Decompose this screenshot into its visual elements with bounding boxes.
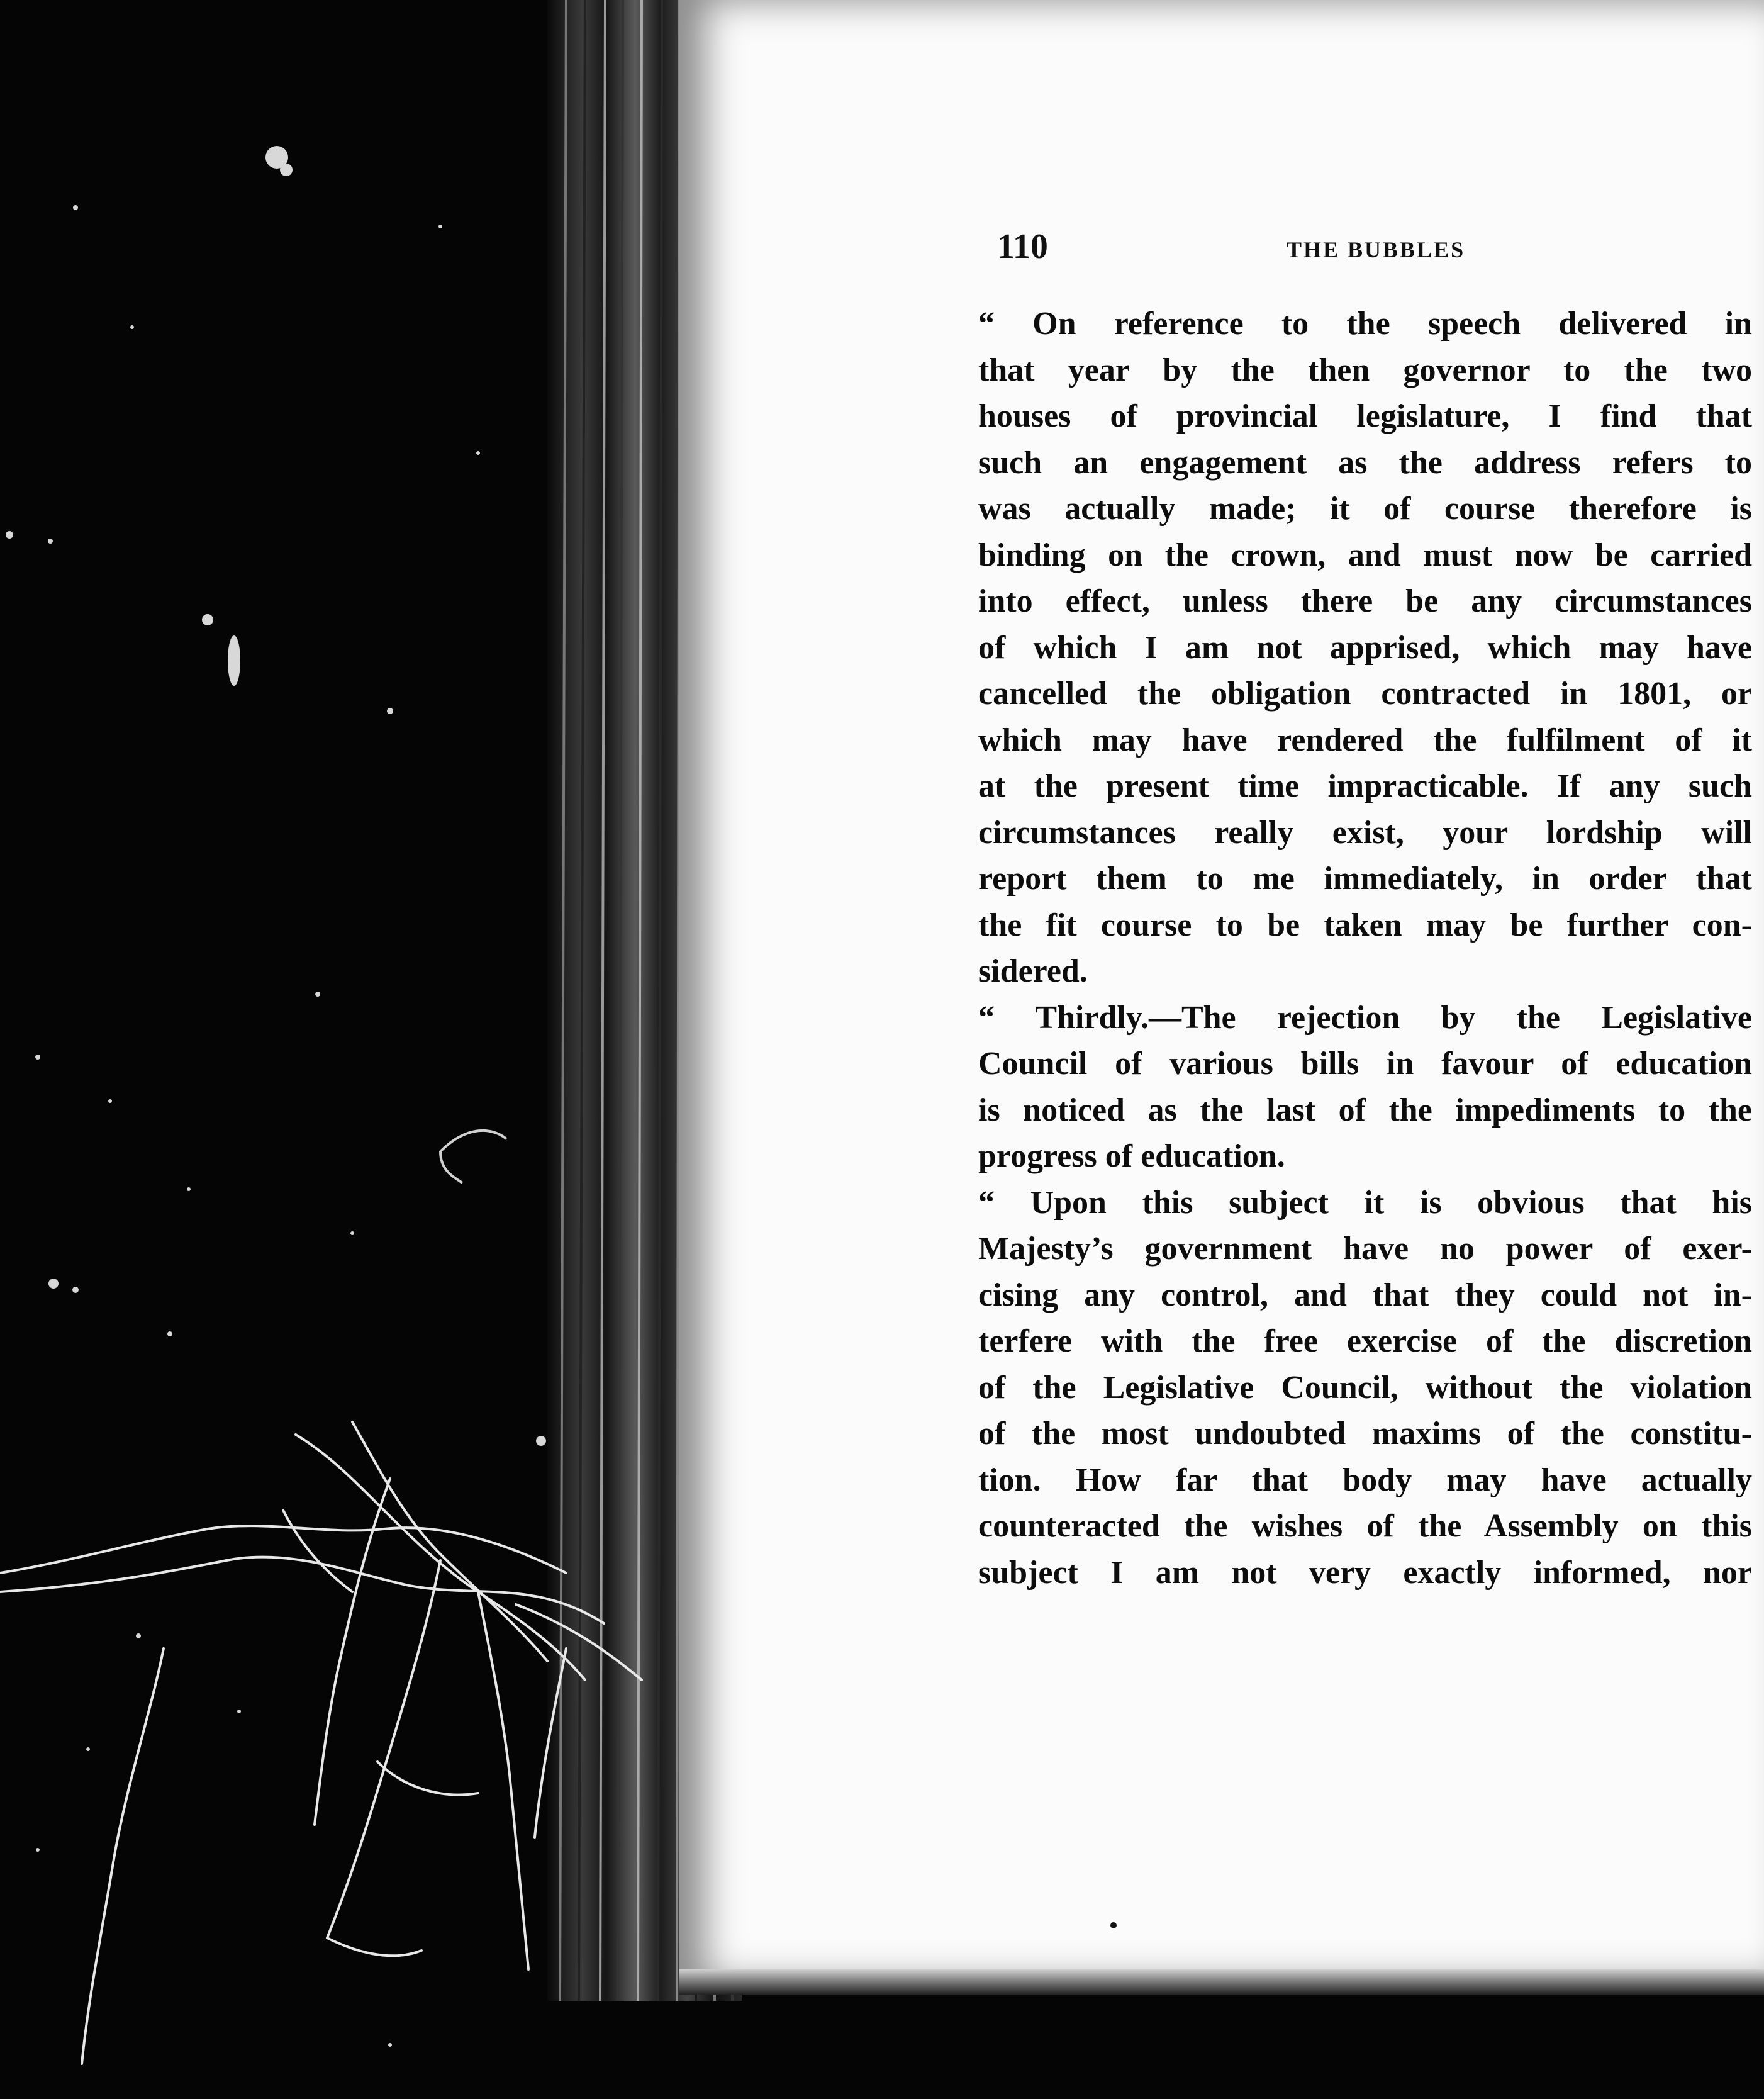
text-line: into effect, unless there be any circumstances (978, 583, 1752, 619)
text-line: “ Thirdly.—The rejection by the Legislative (978, 999, 1752, 1036)
text-line: the fit course to be taken may be further con- (978, 907, 1752, 943)
fiber-strands (0, 1384, 692, 2076)
text-line: Council of various bills in favour of education (978, 1046, 1752, 1082)
text-line: tion. How far that body may have actually (978, 1462, 1752, 1498)
text-line: was actually made; it of course therefore is (978, 491, 1752, 527)
text-line: terfere with the free exercise of the discretion (978, 1323, 1752, 1359)
text-line: is noticed as the last of the impediments to the (978, 1092, 1752, 1128)
text-line: which may have rendered the fulfilment of it (978, 722, 1752, 758)
body-text (978, 301, 1752, 1596)
page-bottom-shadow (679, 1969, 1764, 1995)
text-line: such an engagement as the address refers to (978, 444, 1752, 481)
text-line: “ On reference to the speech delivered in (978, 306, 1752, 342)
running-title: THE BUBBLES (1287, 237, 1466, 262)
text-line: cancelled the obligation contracted in 1801, or (978, 676, 1752, 712)
text-line: of which I am not apprised, which may have (978, 629, 1752, 666)
text-line: cising any control, and that they could not in- (978, 1277, 1752, 1313)
text-line: subject I am not very exactly informed, nor (978, 1554, 1752, 1591)
text-line: circumstances really exist, your lordship will (978, 814, 1752, 851)
text-line: binding on the crown, and must now be carried (978, 537, 1752, 573)
text-line: houses of provincial legislature, I find that (978, 398, 1752, 434)
running-head (997, 227, 1752, 277)
text-line: counteracted the wishes of the Assembly on this (978, 1508, 1752, 1544)
text-line: “ Upon this subject it is obvious that his (978, 1184, 1752, 1221)
text-line: Majesty’s government have no power of exer- (978, 1231, 1752, 1267)
ink-dot (1110, 1922, 1117, 1928)
text-line: progress of education. (978, 1138, 1285, 1174)
text-line: of the most undoubted maxims of the constitu- (978, 1416, 1752, 1452)
text-line: that year by the then governor to the two (978, 352, 1752, 388)
text-line: sidered. (978, 953, 1088, 989)
text-line: of the Legislative Council, without the violation (978, 1369, 1752, 1406)
page-number: 110 (997, 227, 1048, 266)
text-line: at the present time impracticable. If any such (978, 768, 1752, 804)
text-line: report them to me immediately, in order that (978, 861, 1752, 897)
